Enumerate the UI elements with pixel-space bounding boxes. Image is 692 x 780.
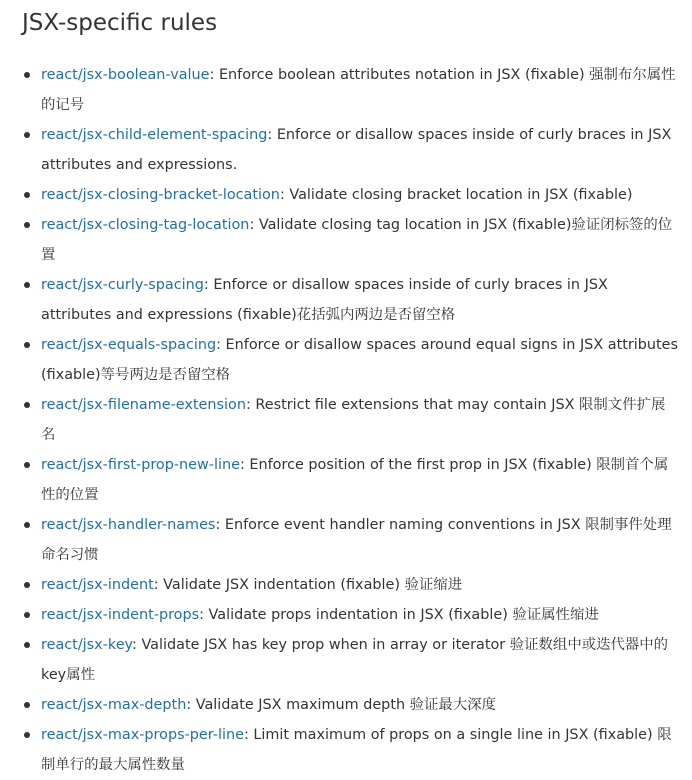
list-item <box>22 330 679 390</box>
rule-description: : Restrict file extensions that may contain JSX 限制文件扩展名 <box>41 397 666 443</box>
bullet-icon <box>24 522 30 528</box>
list-item <box>22 60 679 120</box>
bullet-icon <box>24 612 30 618</box>
rule-link[interactable]: react/jsx-equals-spacing <box>41 337 217 353</box>
rule-link[interactable]: react/jsx-child-element-spacing <box>41 127 268 143</box>
bullet-icon <box>24 402 30 408</box>
rule-link[interactable]: react/jsx-first-prop-new-line <box>41 457 240 473</box>
bullet-icon <box>24 132 30 138</box>
section-heading: JSX-specific rules <box>22 10 218 36</box>
list-item <box>22 450 679 510</box>
bullet-icon <box>24 732 30 738</box>
bullet-icon <box>24 192 30 198</box>
bullet-icon <box>24 702 30 708</box>
list-item <box>22 390 679 450</box>
rule-link[interactable]: react/jsx-indent <box>41 577 154 593</box>
bullet-icon <box>24 222 30 228</box>
bullet-icon <box>24 462 30 468</box>
rule-description: : Validate JSX indentation (fixable) 验证缩进 <box>153 577 463 593</box>
rule-description: : Enforce or disallow spaces around equal signs in JSX attributes (fixable)等号两边是否留空格 <box>41 337 679 383</box>
rule-description: : Enforce or disallow spaces inside of curly braces in JSX attributes and expressions (fixable)花括弧内两边是否留空格 <box>41 277 608 323</box>
rule-description: : Validate JSX has key prop when in array or iterator 验证数组中或迭代器中的key属性 <box>41 637 669 683</box>
rule-link[interactable]: react/jsx-boolean-value <box>41 67 210 83</box>
rule-description: : Validate props indentation in JSX (fixable) 验证属性缩进 <box>199 607 599 623</box>
bullet-icon <box>24 72 30 78</box>
rule-description: : Validate closing bracket location in JSX (fixable) <box>279 187 633 203</box>
rule-description: : Enforce position of the first prop in JSX (fixable) 限制首个属性的位置 <box>41 457 669 503</box>
list-item <box>22 570 679 600</box>
rule-description: : Limit maximum of props on a single line in JSX (fixable) 限制单行的最大属性数量 <box>41 727 672 773</box>
list-item <box>22 690 679 720</box>
list-item <box>22 120 679 180</box>
list-item <box>22 180 679 210</box>
rule-link[interactable]: react/jsx-handler-names <box>41 517 216 533</box>
rule-description: : Enforce event handler naming conventions in JSX 限制事件处理命名习惯 <box>41 517 672 563</box>
rule-description: : Validate closing tag location in JSX (fixable)验证闭标签的位置 <box>41 217 673 263</box>
list-item <box>22 600 679 630</box>
rule-description: : Enforce boolean attributes notation in JSX (fixable) 强制布尔属性的记号 <box>41 67 676 113</box>
rule-link[interactable]: react/jsx-max-depth <box>41 697 187 713</box>
list-item <box>22 270 679 330</box>
list-item <box>22 630 679 690</box>
bullet-icon <box>24 282 30 288</box>
bullet-icon <box>24 642 30 648</box>
rule-link[interactable]: react/jsx-filename-extension <box>41 397 246 413</box>
rule-link[interactable]: react/jsx-curly-spacing <box>41 277 204 293</box>
rule-link[interactable]: react/jsx-closing-tag-location <box>41 217 250 233</box>
bullet-icon <box>24 342 30 348</box>
rule-link[interactable]: react/jsx-max-props-per-line <box>41 727 244 743</box>
rule-link[interactable]: react/jsx-key <box>41 637 133 653</box>
list-item <box>22 210 679 270</box>
list-item <box>22 510 679 570</box>
rule-description: : Validate JSX maximum depth 验证最大深度 <box>186 697 496 713</box>
rules-list <box>22 60 692 780</box>
rule-description: : Enforce or disallow spaces inside of curly braces in JSX attributes and expressions. <box>41 127 672 173</box>
list-item <box>22 720 679 780</box>
rule-link[interactable]: react/jsx-closing-bracket-location <box>41 187 280 203</box>
rule-link[interactable]: react/jsx-indent-props <box>41 607 200 623</box>
bullet-icon <box>24 582 30 588</box>
